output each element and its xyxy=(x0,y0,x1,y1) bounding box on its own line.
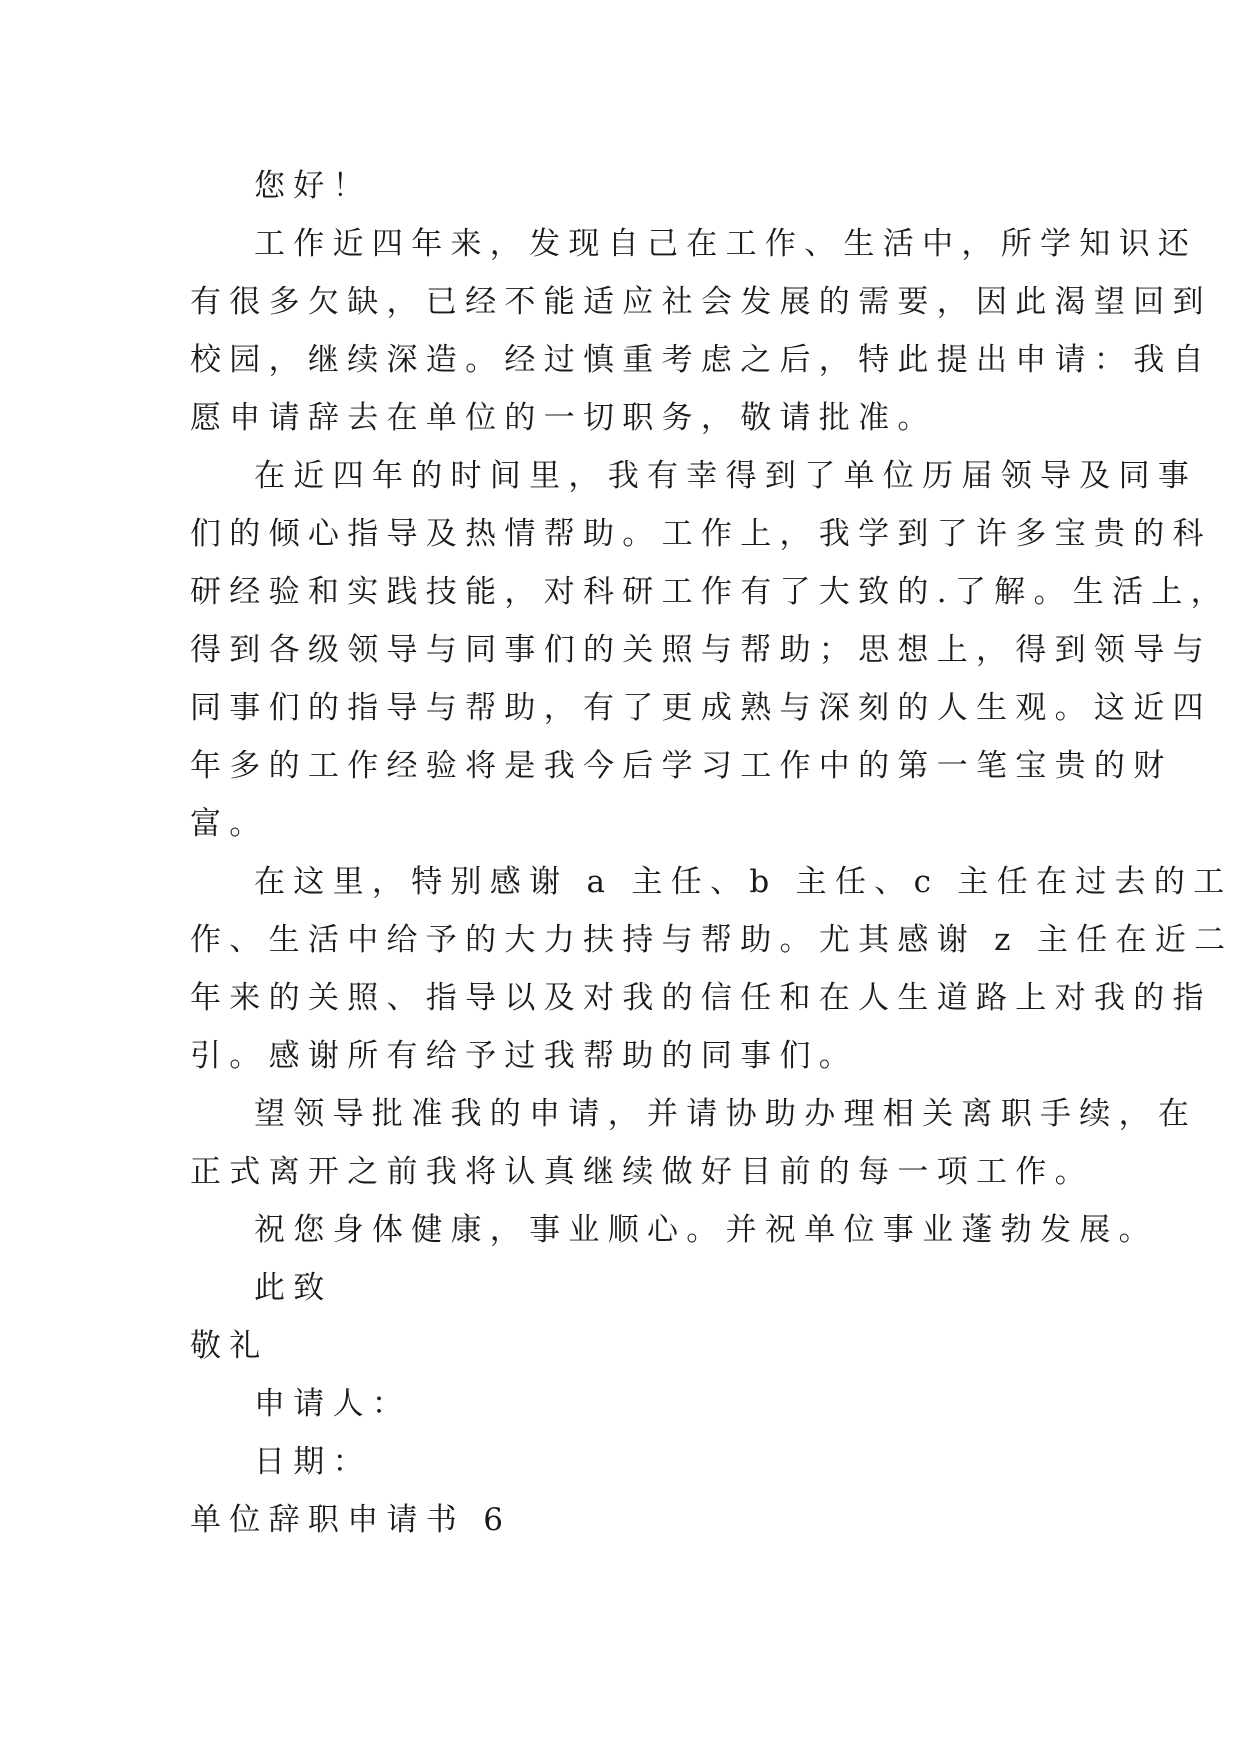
paragraph-line: 愿申请辞去在单位的一切职务，敬请批准。 xyxy=(190,400,937,436)
paragraph-line: 研经验和实践技能，对科研工作有了大致的.了解。生活上， xyxy=(190,574,1230,610)
paragraph-line: 年来的关照、指导以及对我的信任和在人生道路上对我的指 xyxy=(190,980,1212,1016)
greeting: 您好！ xyxy=(254,168,372,204)
paragraph-line: 在近四年的时间里，我有幸得到了单位历届领导及同事 xyxy=(254,458,1198,494)
closing-salutation: 此致 xyxy=(254,1270,333,1306)
applicant-label: 申请人： xyxy=(254,1386,412,1422)
paragraph-line: 引。感谢所有给予过我帮助的同事们。 xyxy=(190,1038,859,1074)
paragraph-line: 同事们的指导与帮助，有了更成熟与深刻的人生观。这近四 xyxy=(190,690,1212,726)
paragraph-line: 望领导批准我的申请，并请协助办理相关离职手续，在 xyxy=(254,1096,1198,1132)
paragraph-line: 正式离开之前我将认真继续做好目前的每一项工作。 xyxy=(190,1154,1094,1190)
paragraph-line: 在这里，特别感谢 a 主任、b 主任、c 主任在过去的工 xyxy=(254,864,1233,900)
paragraph-line: 校园，继续深造。经过慎重考虑之后，特此提出申请：我自 xyxy=(190,342,1212,378)
paragraph-line: 们的倾心指导及热情帮助。工作上，我学到了许多宝贵的科 xyxy=(190,516,1212,552)
paragraph-line: 祝您身体健康，事业顺心。并祝单位事业蓬勃发展。 xyxy=(254,1212,1158,1248)
paragraph-line: 工作近四年来，发现自己在工作、生活中，所学知识还 xyxy=(254,226,1198,262)
date-label: 日期： xyxy=(254,1444,372,1480)
paragraph-line: 富。 xyxy=(190,806,269,842)
closing-regards: 敬礼 xyxy=(190,1328,269,1364)
paragraph-line: 得到各级领导与同事们的关照与帮助；思想上，得到领导与 xyxy=(190,632,1212,668)
next-section-title: 单位辞职申请书 6 xyxy=(190,1502,512,1538)
paragraph-line: 年多的工作经验将是我今后学习工作中的第一笔宝贵的财 xyxy=(190,748,1173,784)
paragraph-line: 作、生活中给予的大力扶持与帮助。尤其感谢 z 主任在近二 xyxy=(190,922,1234,958)
paragraph-line: 有很多欠缺，已经不能适应社会发展的需要，因此渴望回到 xyxy=(190,284,1212,320)
